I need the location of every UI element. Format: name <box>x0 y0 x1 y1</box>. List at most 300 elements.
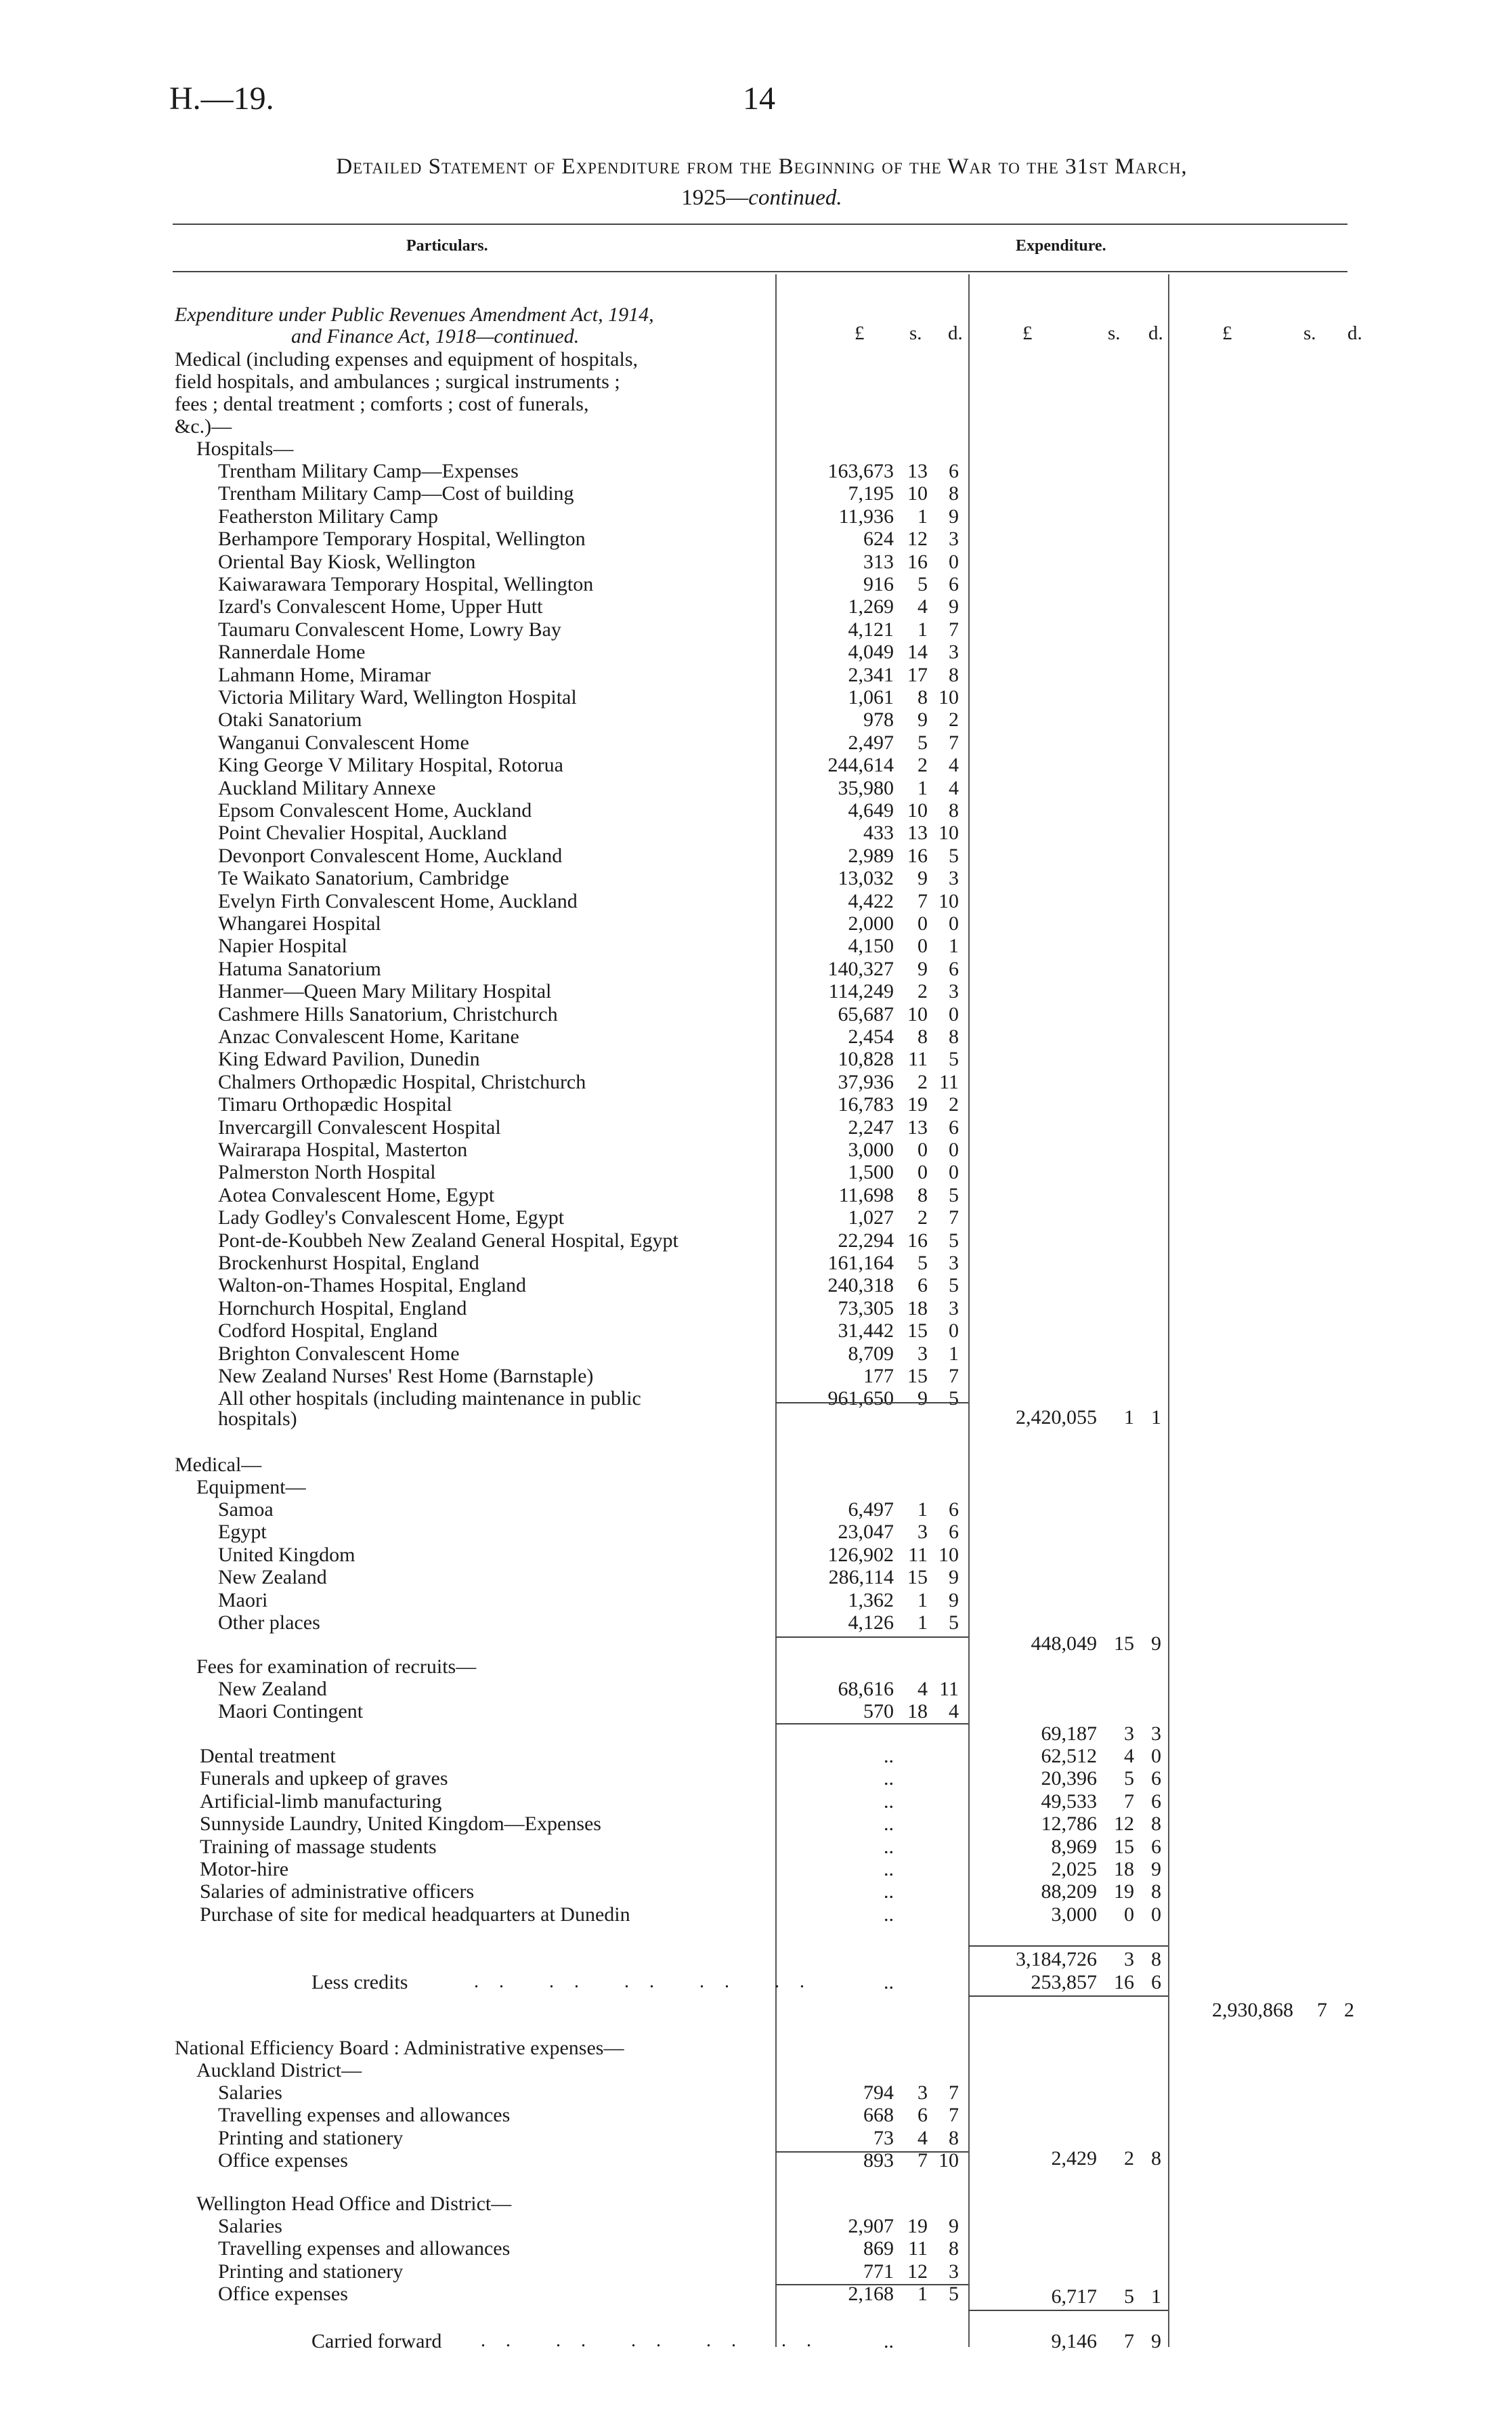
table-row <box>0 732 1512 754</box>
row-ditto: .. <box>884 1813 894 1836</box>
row-pence: 3 <box>949 641 959 664</box>
row-pounds: 2,989 <box>848 844 894 867</box>
row-shillings: 7 <box>917 889 928 912</box>
less-credits-pence: 6 <box>1151 1971 1161 1993</box>
row-pence: 4 <box>949 776 959 799</box>
row-pence: 9 <box>949 505 959 528</box>
table-row <box>0 1813 1512 1835</box>
wellington-total-pence: 1 <box>1151 2285 1161 2308</box>
row-pounds: 65,687 <box>838 1002 894 1025</box>
row-pounds: 73,305 <box>838 1296 894 1319</box>
row-pence: 6 <box>949 460 959 482</box>
row-shillings: 15 <box>907 1319 928 1342</box>
row-label: Auckland Military Annexe <box>218 776 436 799</box>
row-pounds: 31,442 <box>838 1319 894 1342</box>
row-shillings: 1 <box>917 1498 928 1521</box>
table-row <box>0 1589 1512 1611</box>
row-pence: 10 <box>938 2149 959 2172</box>
row-pence: 10 <box>938 822 959 845</box>
carried-forward-shillings: 7 <box>1124 2330 1134 2352</box>
row-shillings: 19 <box>1114 1880 1134 1903</box>
unit-pounds-3: £ <box>1222 322 1232 344</box>
row-label: Other places <box>218 1611 320 1634</box>
row-pence: 8 <box>1151 1813 1161 1836</box>
row-label: Pont-de-Koubbeh New Zealand General Hospital, Egypt <box>218 1229 678 1252</box>
auckland-total-pounds: 2,429 <box>1051 2147 1097 2170</box>
hospitals-heading: Hospitals— <box>196 438 294 460</box>
row-label: Motor-hire <box>200 1858 289 1880</box>
row-shillings: 2 <box>917 1070 928 1093</box>
row-shillings: 16 <box>907 844 928 867</box>
subtotal-shillings: 3 <box>1124 1948 1134 1970</box>
row-pence: 0 <box>1151 1745 1161 1767</box>
row-pounds: 37,936 <box>838 1070 894 1093</box>
row-pounds: 8,969 <box>1051 1835 1097 1858</box>
row-pounds: 35,980 <box>838 776 894 799</box>
row-pounds: 570 <box>863 1700 894 1723</box>
hospitals-total-pounds: 2,420,055 <box>1016 1406 1097 1429</box>
row-shillings: 4 <box>917 1678 928 1700</box>
row-label: Palmerston North Hospital <box>218 1161 436 1184</box>
row-label: Izard's Convalescent Home, Upper Hutt <box>218 595 543 618</box>
table-row <box>0 1229 1512 1252</box>
hospitals-last-line2: hospitals) <box>218 1408 297 1430</box>
row-pence: 0 <box>1151 1903 1161 1926</box>
row-pence: 5 <box>949 1229 959 1252</box>
row-shillings: 8 <box>917 1025 928 1048</box>
row-label: Lahmann Home, Miramar <box>218 663 431 686</box>
row-shillings: 9 <box>917 867 928 890</box>
row-pounds: 3,000 <box>1051 1903 1097 1926</box>
row-pounds: 8,709 <box>848 1342 894 1365</box>
row-pence: 7 <box>949 731 959 754</box>
row-shillings: 15 <box>907 1365 928 1387</box>
row-pence: 5 <box>949 1183 959 1206</box>
row-pounds: 1,027 <box>848 1206 894 1229</box>
table-row <box>0 1252 1512 1274</box>
carried-forward-pounds: 9,146 <box>1051 2330 1097 2352</box>
row-pence: 0 <box>949 1139 959 1161</box>
table-row <box>0 1836 1512 1858</box>
fees-total-pounds: 69,187 <box>1041 1722 1097 1745</box>
row-pounds: 68,616 <box>838 1678 894 1700</box>
row-shillings: 0 <box>917 935 928 958</box>
auckland-total-pence: 8 <box>1151 2147 1161 2170</box>
row-pounds: 1,362 <box>848 1588 894 1611</box>
row-pounds: 286,114 <box>828 1566 894 1589</box>
row-label: Salaries <box>218 2215 282 2237</box>
row-label: Rannerdale Home <box>218 641 366 664</box>
row-label: Travelling expenses and allowances <box>218 2237 511 2260</box>
row-label: Egypt <box>218 1521 267 1544</box>
row-pence: 7 <box>949 618 959 641</box>
row-pounds: 794 <box>863 2081 894 2104</box>
row-shillings: 11 <box>908 1543 928 1566</box>
row-pence: 5 <box>949 1048 959 1071</box>
net-total-pence: 2 <box>1344 1999 1354 2021</box>
medical-heading-line1: Medical (including expenses and equipment of hospitals, <box>175 348 639 371</box>
row-pounds: 16,783 <box>838 1093 894 1116</box>
row-shillings: 16 <box>907 1229 928 1252</box>
row-shillings: 18 <box>1114 1858 1134 1880</box>
row-label: Timaru Orthopædic Hospital <box>218 1093 452 1116</box>
row-pence: 8 <box>1151 1880 1161 1903</box>
title-continued: continued. <box>748 186 842 210</box>
row-ditto: .. <box>884 1858 894 1880</box>
less-credits-label: Less credits <box>311 1971 408 1993</box>
row-pounds: 2,454 <box>848 1025 894 1048</box>
table-row <box>0 664 1512 686</box>
table-row <box>0 1025 1512 1048</box>
table-row <box>0 777 1512 799</box>
table-row <box>0 528 1512 550</box>
hospitals-sum-rule <box>775 1402 968 1403</box>
row-pounds: 771 <box>863 2260 894 2283</box>
row-pounds: 6,497 <box>848 1498 894 1521</box>
table-row <box>0 1700 1512 1722</box>
row-pence: 0 <box>949 1319 959 1342</box>
row-pounds: 668 <box>863 2104 894 2127</box>
row-label: Brockenhurst Hospital, England <box>218 1252 479 1274</box>
table-row <box>0 1903 1512 1926</box>
row-pounds: 23,047 <box>838 1521 894 1544</box>
row-shillings: 17 <box>907 663 928 686</box>
row-label: Training of massage students <box>200 1835 437 1858</box>
row-shillings: 10 <box>907 482 928 505</box>
medical-equipment-heading: Medical— <box>175 1454 262 1476</box>
table-row <box>0 867 1512 889</box>
row-label: Trentham Military Camp—Expenses <box>218 460 519 482</box>
table-row <box>0 799 1512 822</box>
row-shillings: 0 <box>917 1161 928 1184</box>
row-label: Aotea Convalescent Home, Egypt <box>218 1183 495 1206</box>
row-shillings: 1 <box>917 1588 928 1611</box>
row-shillings: 19 <box>907 1093 928 1116</box>
row-label: Lady Godley's Convalescent Home, Egypt <box>218 1206 565 1229</box>
row-shillings: 4 <box>917 2126 928 2149</box>
row-pence: 7 <box>949 2104 959 2127</box>
table-row <box>0 1274 1512 1296</box>
row-pounds: 161,164 <box>827 1252 894 1274</box>
row-label: Point Chevalier Hospital, Auckland <box>218 822 507 845</box>
row-label: Napier Hospital <box>218 935 347 958</box>
row-label: Walton-on-Thames Hospital, England <box>218 1274 526 1297</box>
statement-title-line2 <box>169 186 1354 211</box>
row-shillings: 6 <box>917 2104 928 2127</box>
row-pounds: 2,907 <box>848 2215 894 2237</box>
equipment-heading: Equipment— <box>196 1476 306 1498</box>
row-pounds: 7,195 <box>848 482 894 505</box>
row-pence: 6 <box>949 1521 959 1544</box>
row-pence: 8 <box>949 2126 959 2149</box>
row-pounds: 4,121 <box>848 618 894 641</box>
row-label: Printing and stationery <box>218 2126 404 2149</box>
column-header-particulars: Particulars. <box>406 237 488 255</box>
row-pounds: 240,318 <box>827 1274 894 1297</box>
row-pounds: 4,649 <box>848 799 894 822</box>
statement-title: Detailed Statement of Expenditure from the Beginning of the War to the 31st March, <box>336 154 1188 179</box>
row-pence: 6 <box>1151 1767 1161 1790</box>
row-pounds: 3,000 <box>848 1139 894 1161</box>
table-row <box>0 1678 1512 1700</box>
equipment-total-pence: 9 <box>1151 1632 1161 1655</box>
row-pence: 7 <box>949 1206 959 1229</box>
row-label: New Zealand <box>218 1678 327 1700</box>
row-pence: 10 <box>938 1543 959 1566</box>
row-label: Samoa <box>218 1498 274 1521</box>
fees-total-pence: 3 <box>1151 1722 1161 1745</box>
row-shillings: 15 <box>907 1566 928 1589</box>
hospitals-total-shillings: 1 <box>1124 1406 1134 1429</box>
row-pounds: 624 <box>863 528 894 551</box>
row-pounds: 1,061 <box>848 686 894 708</box>
row-pence: 4 <box>949 754 959 777</box>
unit-shillings-3: s. <box>1303 322 1316 344</box>
carried-forward-dots: .. .. .. .. .. <box>481 2330 831 2351</box>
table-row <box>0 2260 1512 2283</box>
row-label: Brighton Convalescent Home <box>218 1342 460 1365</box>
row-pence: 5 <box>949 2283 959 2306</box>
row-pounds: 20,396 <box>1041 1767 1097 1790</box>
row-shillings: 5 <box>917 731 928 754</box>
row-pence: 5 <box>949 844 959 867</box>
table-row <box>0 890 1512 912</box>
row-pence: 7 <box>949 2081 959 2104</box>
table-row <box>0 686 1512 708</box>
row-shillings: 8 <box>917 1183 928 1206</box>
table-row <box>0 1745 1512 1767</box>
less-credits-shillings: 16 <box>1114 1971 1134 1993</box>
table-row <box>0 958 1512 980</box>
subtotal-pounds: 3,184,726 <box>1016 1948 1097 1970</box>
row-pounds: 177 <box>863 1365 894 1387</box>
row-shillings: 16 <box>907 550 928 573</box>
row-shillings: 6 <box>917 1274 928 1297</box>
table-row <box>0 1071 1512 1093</box>
row-pounds: 10,828 <box>838 1048 894 1071</box>
table-row <box>0 2149 1512 2172</box>
table-row <box>0 754 1512 776</box>
row-shillings: 2 <box>917 1206 928 1229</box>
row-label: King George V Military Hospital, Rotorua <box>218 754 563 777</box>
row-shillings: 3 <box>917 2081 928 2104</box>
row-shillings: 12 <box>907 528 928 551</box>
row-shillings: 11 <box>908 2237 928 2260</box>
table-row <box>0 980 1512 1002</box>
row-pence: 5 <box>949 1611 959 1634</box>
row-pounds: 2,497 <box>848 731 894 754</box>
table-row <box>0 1858 1512 1880</box>
fees-total-shillings: 3 <box>1124 1722 1134 1745</box>
row-ditto: .. <box>884 1835 894 1858</box>
row-pence: 3 <box>949 1252 959 1274</box>
row-label: Victoria Military Ward, Wellington Hospital <box>218 686 577 708</box>
row-pence: 5 <box>949 1274 959 1297</box>
hospitals-total-pence: 1 <box>1151 1406 1161 1429</box>
row-label: Sunnyside Laundry, United Kingdom—Expenses <box>200 1813 601 1836</box>
table-row <box>0 1767 1512 1790</box>
row-shillings: 1 <box>917 776 928 799</box>
medical-heading-line3: fees ; dental treatment ; comforts ; cost of funerals, <box>175 393 589 415</box>
medical-heading-line2: field hospitals, and ambulances ; surgical instruments ; <box>175 371 620 393</box>
row-label: Berhampore Temporary Hospital, Wellington <box>218 528 586 551</box>
table-row <box>0 573 1512 595</box>
row-pence: 3 <box>949 528 959 551</box>
row-label: Evelyn Firth Convalescent Home, Auckland <box>218 889 578 912</box>
row-label: Salaries of administrative officers <box>200 1880 475 1903</box>
row-pounds: 4,049 <box>848 641 894 664</box>
table-row <box>0 505 1512 528</box>
unit-shillings-1: s. <box>909 322 922 344</box>
row-shillings: 1 <box>917 2283 928 2306</box>
row-shillings: 15 <box>1114 1835 1134 1858</box>
row-label: Printing and stationery <box>218 2260 404 2283</box>
title-year: 1925— <box>681 186 749 210</box>
table-row <box>0 1048 1512 1070</box>
row-pounds: 73 <box>873 2126 894 2149</box>
row-ditto: .. <box>884 1767 894 1790</box>
auckland-total-shillings: 2 <box>1124 2147 1134 2170</box>
row-pounds: 433 <box>863 822 894 845</box>
row-shillings: 14 <box>907 641 928 664</box>
row-pence: 6 <box>949 1116 959 1139</box>
wellington-total-rule <box>968 2310 1168 2311</box>
row-pence: 3 <box>949 2260 959 2283</box>
table-row <box>0 845 1512 867</box>
row-pounds: 893 <box>863 2149 894 2172</box>
page-number: 14 <box>743 81 775 117</box>
header-rule-bottom <box>173 271 1347 272</box>
row-shillings: 18 <box>907 1296 928 1319</box>
equipment-total-shillings: 15 <box>1114 1632 1134 1655</box>
row-label: All other hospitals (including maintenance in public <box>218 1387 641 1410</box>
row-ditto: .. <box>884 1903 894 1926</box>
row-shillings: 10 <box>907 1002 928 1025</box>
row-pence: 1 <box>949 935 959 958</box>
row-pounds: 22,294 <box>838 1229 894 1252</box>
row-label: Office expenses <box>218 2283 348 2306</box>
row-pounds: 2,000 <box>848 912 894 935</box>
row-shillings: 9 <box>917 1387 928 1410</box>
row-pence: 6 <box>949 573 959 595</box>
row-pounds: 4,422 <box>848 889 894 912</box>
row-label: Anzac Convalescent Home, Karitane <box>218 1025 519 1048</box>
table-row <box>0 595 1512 618</box>
net-total-pounds: 2,930,868 <box>1212 1999 1293 2021</box>
row-pence: 6 <box>1151 1790 1161 1813</box>
table-row <box>0 1297 1512 1319</box>
row-pence: 9 <box>1151 1858 1161 1880</box>
table-row <box>0 1003 1512 1025</box>
table-row <box>0 2237 1512 2260</box>
row-label: Dental treatment <box>200 1745 336 1767</box>
row-label: Hanmer—Queen Mary Military Hospital <box>218 980 552 1003</box>
row-shillings: 1 <box>917 1611 928 1634</box>
header-rule-top <box>173 224 1347 225</box>
row-label: Otaki Sanatorium <box>218 708 362 732</box>
row-shillings: 5 <box>917 1252 928 1274</box>
column-header-expenditure: Expenditure. <box>1016 237 1106 255</box>
table-row <box>0 1880 1512 1903</box>
table-row <box>0 2283 1512 2305</box>
row-label: Kaiwarawara Temporary Hospital, Wellington <box>218 573 594 595</box>
row-pence: 0 <box>949 1161 959 1184</box>
row-pounds: 163,673 <box>827 460 894 482</box>
equipment-total-pounds: 448,049 <box>1031 1632 1097 1655</box>
row-pence: 9 <box>949 595 959 618</box>
row-shillings: 19 <box>907 2215 928 2237</box>
row-label: Travelling expenses and allowances <box>218 2104 511 2127</box>
row-pence: 2 <box>949 708 959 732</box>
carried-forward-label: Carried forward <box>311 2330 442 2352</box>
row-label: Funerals and upkeep of graves <box>200 1767 448 1790</box>
row-pounds: 11,936 <box>838 505 894 528</box>
table-row <box>0 1161 1512 1183</box>
row-shillings: 3 <box>917 1521 928 1544</box>
row-shillings: 7 <box>917 2149 928 2172</box>
net-total-rule <box>968 1995 1168 1997</box>
table-row <box>0 1184 1512 1206</box>
table-row <box>0 2081 1512 2104</box>
table-row <box>0 1139 1512 1161</box>
row-label: Artificial-limb manufacturing <box>200 1790 442 1813</box>
row-label: Trentham Military Camp—Cost of building <box>218 482 574 505</box>
neb-heading: National Efficiency Board : Administrative expenses— <box>175 2037 624 2059</box>
row-shillings: 12 <box>907 2260 928 2283</box>
unit-pence-2: d. <box>1148 322 1163 344</box>
row-label: Codford Hospital, England <box>218 1319 438 1342</box>
row-shillings: 2 <box>917 980 928 1003</box>
row-shillings: 13 <box>907 1116 928 1139</box>
row-pence: 4 <box>949 1700 959 1723</box>
auckland-sum-rule <box>775 2151 968 2153</box>
row-label: Maori <box>218 1588 268 1611</box>
unit-pence-3: d. <box>1347 322 1362 344</box>
row-pounds: 62,512 <box>1041 1745 1097 1767</box>
table-row <box>0 1365 1512 1387</box>
row-pence: 2 <box>949 1093 959 1116</box>
table-row <box>0 1093 1512 1116</box>
row-pounds: 1,269 <box>848 595 894 618</box>
table-row <box>0 2127 1512 2149</box>
row-pounds: 2,168 <box>848 2283 894 2306</box>
row-pence: 6 <box>949 957 959 980</box>
table-row <box>0 1116 1512 1139</box>
wellington-total-shillings: 5 <box>1124 2285 1134 2308</box>
row-label: Hatuma Sanatorium <box>218 957 381 980</box>
row-label: New Zealand <box>218 1566 327 1589</box>
row-pounds: 114,249 <box>828 980 894 1003</box>
row-label: Chalmers Orthopædic Hospital, Christchurch <box>218 1070 586 1093</box>
table-row <box>0 708 1512 731</box>
row-pence: 11 <box>939 1070 959 1093</box>
row-shillings: 9 <box>917 708 928 732</box>
row-pence: 3 <box>949 980 959 1003</box>
row-shillings: 18 <box>907 1700 928 1723</box>
row-label: Purchase of site for medical headquarters at Dunedin <box>200 1903 630 1926</box>
table-row <box>0 1790 1512 1813</box>
row-pence: 3 <box>949 1296 959 1319</box>
row-pence: 6 <box>949 1498 959 1521</box>
row-pence: 8 <box>949 799 959 822</box>
row-pounds: 869 <box>863 2237 894 2260</box>
table-row <box>0 1498 1512 1521</box>
unit-pounds-1: £ <box>855 322 865 344</box>
net-total-shillings: 7 <box>1317 1999 1327 2021</box>
less-credits-dots: .. .. .. .. .. <box>474 1971 825 1992</box>
table-row <box>0 2215 1512 2237</box>
row-pence: 10 <box>938 686 959 708</box>
